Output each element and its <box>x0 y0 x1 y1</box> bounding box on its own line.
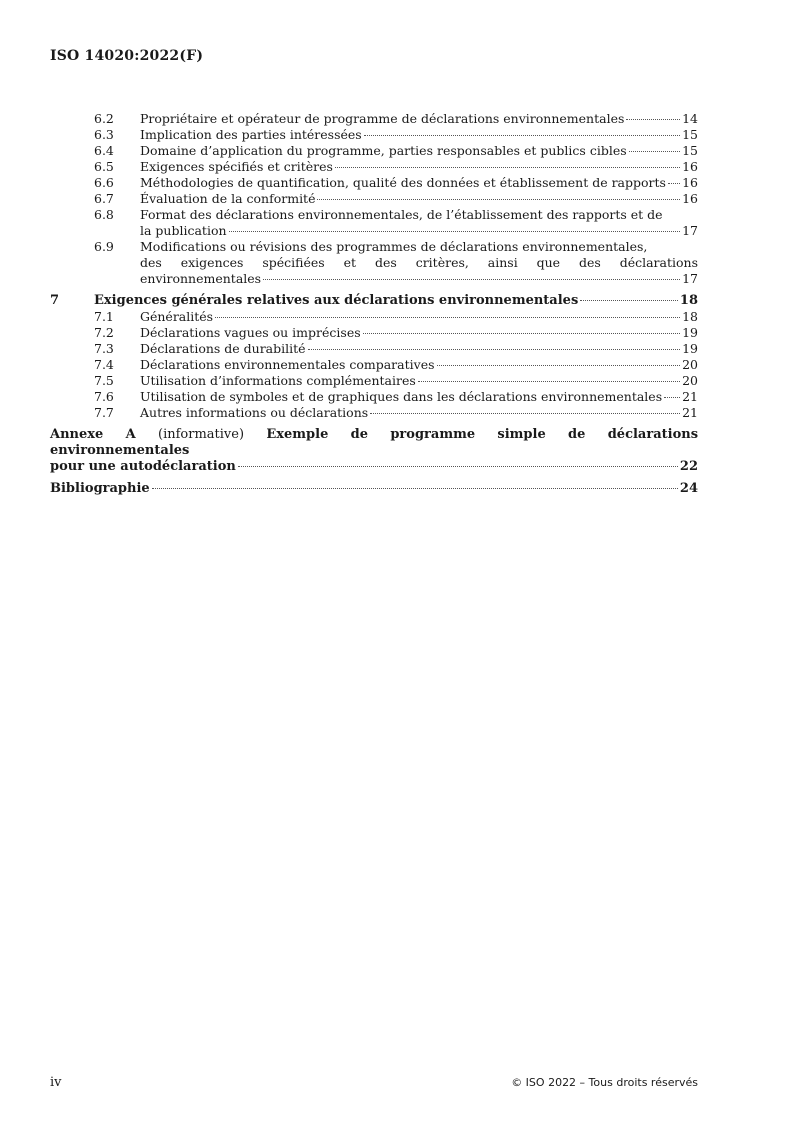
toc-entry-number: 7.4 <box>94 357 114 372</box>
annex-label: Annexe A <box>50 427 136 442</box>
toc-annex-a[interactable] <box>50 427 698 475</box>
toc-entry-page: 15 <box>682 143 698 158</box>
toc-entry-title: la publication <box>140 223 227 238</box>
toc-entry-7-7[interactable] <box>50 405 698 421</box>
toc-entry-7-2[interactable] <box>50 325 698 341</box>
toc-entry-6-6[interactable] <box>50 175 698 191</box>
leader-dots <box>363 333 680 334</box>
leader-dots <box>152 488 678 489</box>
toc-entry-number: 6.5 <box>94 159 114 174</box>
annex-qualifier: (informative) <box>158 427 245 442</box>
copyright-notice: © ISO 2022 – Tous droits réservés <box>511 1076 698 1089</box>
toc-entry-number: 7.6 <box>94 389 114 404</box>
leader-dots <box>364 135 680 136</box>
toc-entry-6-7[interactable] <box>50 191 698 207</box>
toc-entry-title: Propriétaire et opérateur de programme de déclarations environnementales <box>140 111 625 126</box>
toc-entry-title-line: Format des déclarations environnementales, de l’établissement des rapports et de <box>140 207 663 222</box>
toc-entry-number: 6.3 <box>94 127 114 142</box>
toc-entry-page: 16 <box>682 175 698 190</box>
toc-entry-page: 18 <box>682 309 698 324</box>
annex-title: Exemple de programme simple de déclarations environnementales <box>50 427 699 458</box>
toc-entry-page: 16 <box>682 159 698 174</box>
toc-clause-page: 18 <box>679 293 698 308</box>
toc-entry-page: 19 <box>682 341 698 356</box>
leader-dots <box>437 365 681 366</box>
leader-dots <box>317 199 680 200</box>
toc-entry-number: 7.5 <box>94 373 114 388</box>
leader-dots <box>370 413 680 414</box>
toc-entry-title: Méthodologies de quantification, qualité des données et établissement de rapports <box>140 175 666 190</box>
toc-entry-7-1[interactable] <box>50 309 698 325</box>
toc-entry-title: Autres informations ou déclarations <box>140 405 369 420</box>
toc-entry-number: 6.4 <box>94 143 114 158</box>
toc-entry-title: Déclarations de durabilité <box>140 341 306 356</box>
leader-dots <box>238 466 678 467</box>
toc-entry-6-5[interactable] <box>50 159 698 175</box>
toc-entry-title: Déclarations environnementales comparatives <box>140 357 435 372</box>
leader-dots <box>263 279 680 280</box>
toc-entry-page: 21 <box>682 389 698 404</box>
toc-entry-6-2[interactable] <box>50 111 698 127</box>
toc-entry-page: 17 <box>682 271 698 286</box>
toc-entry-number: 6.6 <box>94 175 114 190</box>
leader-dots <box>308 349 681 350</box>
leader-dots <box>580 300 678 301</box>
toc-annex-title-line <box>50 427 698 459</box>
toc-entry-number: 7.1 <box>94 309 114 324</box>
bibliography-title: Bibliographie <box>50 481 150 496</box>
toc-entry-title-line: Modifications ou révisions des programmes de déclarations environnementales, <box>140 239 648 254</box>
toc-clause-title: Exigences générales relatives aux déclarations environnementales <box>94 293 579 308</box>
toc-entry-page: 15 <box>682 127 698 142</box>
toc-entry-title: Utilisation d’informations complémentaires <box>140 373 416 388</box>
document-id-header: ISO 14020:2022(F) <box>50 48 204 64</box>
toc-entry-title: Déclarations vagues ou imprécises <box>140 325 361 340</box>
toc-entry-6-3[interactable] <box>50 127 698 143</box>
toc-entry-7-5[interactable] <box>50 373 698 389</box>
toc-entry-6-4[interactable] <box>50 143 698 159</box>
toc-clause-7[interactable] <box>50 293 698 309</box>
toc-entry-7-4[interactable] <box>50 357 698 373</box>
toc-entry-number: 7.7 <box>94 405 114 420</box>
toc-entry-page: 20 <box>682 357 698 372</box>
leader-dots <box>229 231 681 232</box>
toc-entry-title: Exigences spécifiés et critères <box>140 159 333 174</box>
leader-dots <box>629 151 680 152</box>
toc-entry-number: 7.3 <box>94 341 114 356</box>
toc-entry-7-3[interactable] <box>50 341 698 357</box>
leader-dots <box>668 183 680 184</box>
toc-clause-number: 7 <box>50 293 60 308</box>
leader-dots <box>335 167 680 168</box>
table-of-contents <box>50 111 698 497</box>
toc-entry-number: 7.2 <box>94 325 114 340</box>
leader-dots <box>626 119 680 120</box>
toc-entry-title: Évaluation de la conformité <box>140 191 316 206</box>
toc-entry-title: Utilisation de symboles et de graphiques dans les déclarations environnementales <box>140 389 663 404</box>
toc-entry-title: environnementales <box>140 271 262 286</box>
toc-entry-title: Généralités <box>140 309 214 324</box>
toc-entry-number: 6.2 <box>94 111 114 126</box>
leader-dots <box>215 317 680 318</box>
leader-dots <box>418 381 680 382</box>
toc-entry-page: 16 <box>682 191 698 206</box>
page-number: iv <box>50 1075 62 1090</box>
toc-bibliography[interactable] <box>50 481 698 497</box>
toc-entry-number: 6.9 <box>94 239 114 254</box>
toc-entry-page: 20 <box>682 373 698 388</box>
toc-entry-page: 19 <box>682 325 698 340</box>
toc-entry-title: Domaine d’application du programme, parties responsables et publics cibles <box>140 143 627 158</box>
leader-dots <box>664 397 680 398</box>
toc-entry-page: 14 <box>682 111 698 126</box>
toc-entry-title-line: des exigences spécifiées et des critères, ainsi que des déclarations <box>140 255 698 270</box>
toc-entry-7-6[interactable] <box>50 389 698 405</box>
bibliography-page: 24 <box>679 481 698 496</box>
toc-entry-number: 6.7 <box>94 191 114 206</box>
toc-entry-6-9[interactable] <box>50 239 698 287</box>
toc-entry-title: Implication des parties intéressées <box>140 127 362 142</box>
toc-entry-page: 21 <box>682 405 698 420</box>
annex-title-continued: pour une autodéclaration <box>50 459 236 474</box>
toc-entry-6-8[interactable] <box>50 207 698 239</box>
toc-entry-page: 17 <box>682 223 698 238</box>
toc-entry-number: 6.8 <box>94 207 114 222</box>
toc-annex-page: 22 <box>679 459 698 474</box>
